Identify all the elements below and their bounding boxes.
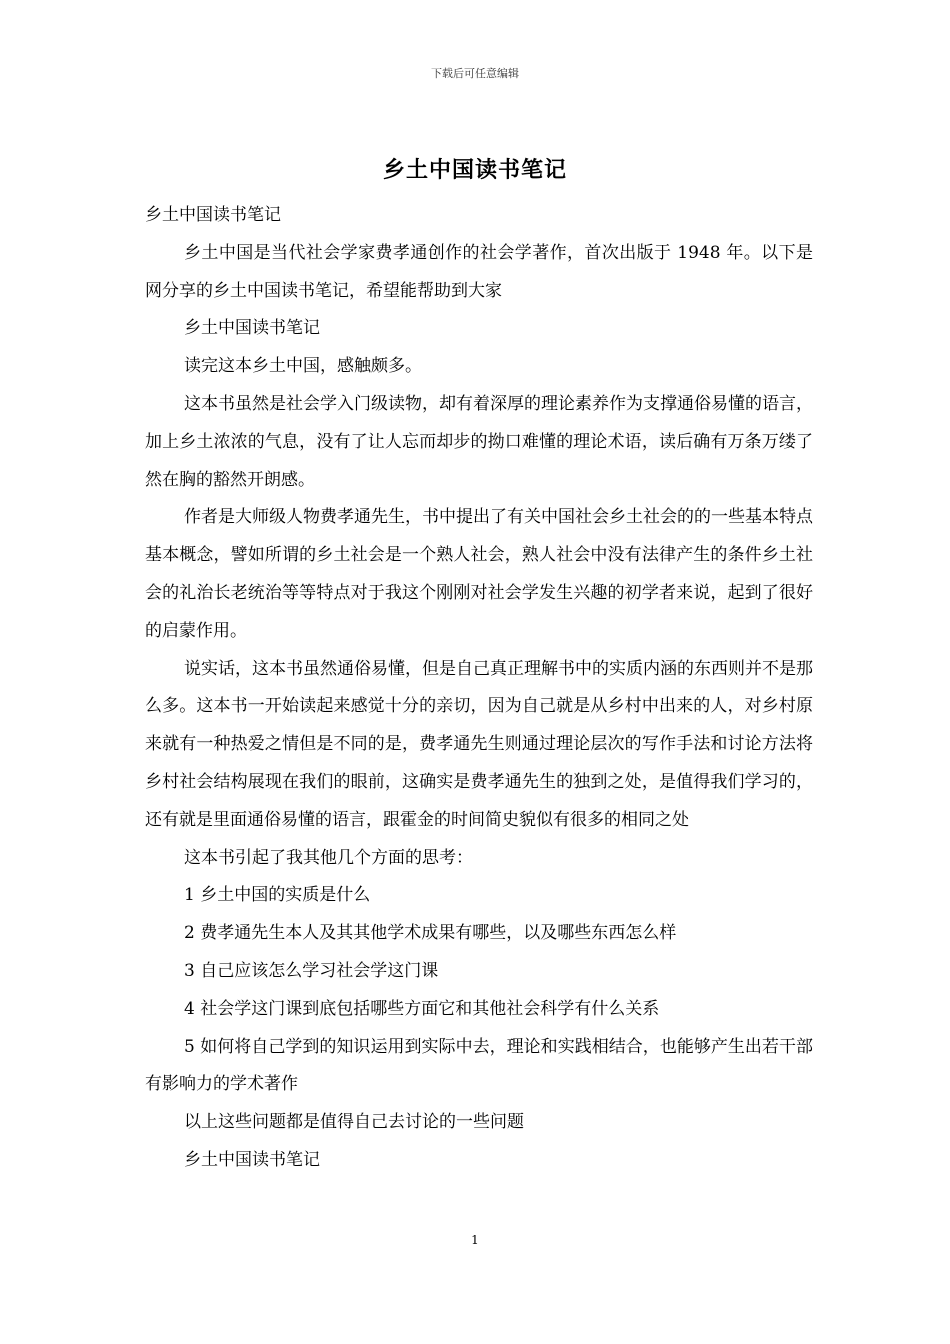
- paragraph: 说实话，这本书虽然通俗易懂，但是自己真正理解书中的实质内涵的东西则并不是那么多。这本书一开始读起来感觉十分的亲切，因为自己就是从乡村中出来的人，对乡村原来就有一种热爱之情但是不同的是，费孝通先生则通过理论层次的写作手法和讨论方法将乡村社会结构展现在我们的眼前，这确实是费孝通先生的独到之处，是值得我们学习的，还有就是里面通俗易懂的语言，跟霍金的时间简史貌似有很多的相同之处: [145, 658, 813, 830]
- paragraph: 读完这本乡土中国，感触颇多。: [184, 356, 422, 377]
- paragraph-intro: 乡土中国是当代社会学家费孝通创作的社会学著作，首次出版于 1948 年。以下是网分享的乡土中国读书笔记，希望能帮助到大家: [145, 242, 813, 301]
- list-item: 1 乡土中国的实质是什么: [184, 885, 371, 906]
- list-item: 2 费孝通先生本人及其其他学术成果有哪些，以及哪些东西怎么样: [184, 923, 677, 944]
- paragraph: 以上这些问题都是值得自己去讨论的一些问题: [184, 1112, 524, 1133]
- paragraph: 作者是大师级人物费孝通先生，书中提出了有关中国社会乡土社会的的一些基本特点基本概念，譬如所谓的乡土社会是一个熟人社会，熟人社会中没有法律产生的条件乡土社会的礼治长老统治等等特点对于我这个刚刚对社会学发生兴趣的初学者来说，起到了很好的启蒙作用。: [145, 507, 813, 641]
- paragraph-heading: 乡土中国读书笔记: [184, 318, 320, 339]
- paragraph-subtitle: 乡土中国读书笔记: [145, 205, 281, 225]
- document-title: 乡土中国读书笔记: [382, 157, 567, 183]
- paragraph: 这本书虽然是社会学入门级读物，却有着深厚的理论素养作为支撑通俗易懂的语言，加上乡土浓浓的气息，没有了让人忘而却步的拗口难懂的理论术语，读后确有万条万缕了然在胸的豁然开朗感。: [145, 393, 813, 490]
- paragraph-heading: 乡土中国读书笔记: [184, 1149, 320, 1170]
- paragraph: 这本书引起了我其他几个方面的思考：: [184, 847, 473, 868]
- page-number: 1: [471, 1233, 479, 1247]
- list-item: 3 自己应该怎么学习社会学这门课: [184, 960, 439, 981]
- document-body: [145, 197, 813, 1180]
- list-item: 4 社会学这门课到底包括哪些方面它和其他社会科学有什么关系: [184, 998, 660, 1019]
- page-header: 下载后可任意编辑: [431, 67, 519, 80]
- list-item: 5 如何将自己学到的知识运用到实际中去，理论和实践相结合，也能够产生出若干部有影响力的学术著作: [145, 1036, 813, 1095]
